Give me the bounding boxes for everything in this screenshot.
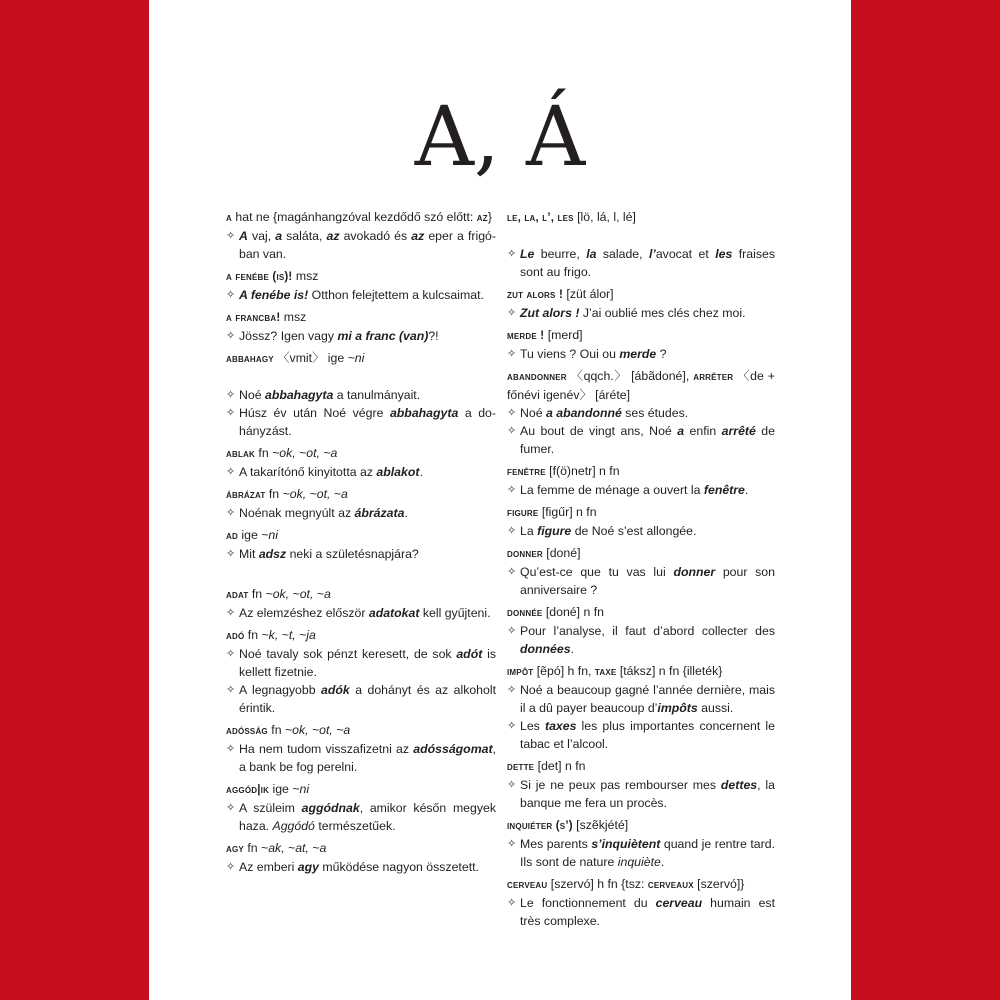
dictionary-entry (507, 662, 775, 753)
example-star-icon: ✧ (226, 861, 236, 873)
dictionary-entry (226, 626, 496, 717)
entry-example: ✧ Noé tavaly sok pénzt keresett, de sok adót is kellett fizetnie. (226, 647, 496, 679)
hungarian-column (226, 208, 496, 880)
entry-example: ✧ Le beurre, la salade, l’avocat et les fraises sont au frigo. (507, 247, 775, 279)
entry-headword: adat fn ~ok, ~ot, ~a (226, 587, 331, 601)
entry-headword: impôt [ẽpó] h fn, taxe [táksz] n fn {illeték} (507, 664, 723, 678)
entry-headword: inquiéter (s’) [szẽkjété] (507, 818, 629, 832)
example-star-icon: ✧ (507, 525, 517, 537)
example-star-icon: ✧ (507, 425, 517, 437)
dictionary-entry (226, 780, 496, 835)
dictionary-entry (507, 544, 775, 599)
entry-example: ✧ Noénak megnyúlt az ábrázata. (226, 506, 408, 520)
entry-headword: aggód|ik ige ~ni (226, 782, 310, 796)
entry-example: ✧ Noé abbahagyta a tanulmányait. (226, 388, 421, 402)
entry-example: ✧ Mit adsz neki a születésnapjára? (226, 547, 419, 561)
entry-headword: zut alors ! [züt álor] (507, 287, 614, 301)
example-star-icon: ✧ (226, 548, 236, 560)
example-star-icon: ✧ (226, 607, 236, 619)
example-star-icon: ✧ (507, 348, 517, 360)
dictionary-entry (507, 816, 775, 871)
dictionary-entry (226, 526, 496, 581)
entry-headword: ad ige ~ni (226, 528, 278, 542)
entry-example: ✧ La figure de Noé s’est allongée. (507, 524, 697, 538)
entry-example: ✧ Húsz év után Noé végre abbahagyta a dohányzást. (226, 406, 496, 438)
dictionary-entry (226, 721, 496, 776)
page-title: A, Á (414, 90, 586, 185)
entry-example: ✧ Les taxes les plus importantes concernent le tabac et l’alcool. (507, 719, 775, 751)
dictionary-entry (226, 485, 496, 522)
entry-headword: abbahagy 〈vmit〉 ige ~ni (226, 351, 365, 365)
entry-headword: dette [det] n fn (507, 759, 586, 773)
entry-headword: fenêtre [f(ö)netr] n fn (507, 464, 620, 478)
dictionary-entry (507, 285, 775, 322)
entry-example: ✧ Mes parents s’inquiètent quand je rentre tard. Ils sont de nature inquiète. (507, 837, 775, 869)
example-star-icon: ✧ (507, 248, 517, 260)
entry-headword: donner [doné] (507, 546, 581, 560)
entry-headword: a hat ne {magánhangzóval kezdődő szó előtt: az} (226, 210, 492, 224)
dictionary-entry (507, 367, 775, 458)
entry-headword: merde ! [merd] (507, 328, 583, 342)
example-star-icon: ✧ (226, 289, 236, 301)
dictionary-entry (226, 208, 496, 263)
entry-headword: donnée [doné] n fn (507, 605, 604, 619)
example-star-icon: ✧ (226, 389, 236, 401)
entry-example: ✧ A fenébe is! Otthon felejtettem a kulcsaimat. (226, 288, 484, 302)
entry-example: ✧ Zut alors ! J’ai oublié mes clés chez moi. (507, 306, 746, 320)
example-star-icon: ✧ (226, 330, 236, 342)
entry-headword: ablak fn ~ok, ~ot, ~a (226, 446, 338, 460)
example-star-icon: ✧ (507, 625, 517, 637)
entry-example: ✧ A szüleim aggódnak, amikor későn megyek haza. Aggódó természetűek. (226, 801, 496, 833)
entry-headword: a francba! msz (226, 310, 307, 324)
entry-headword: figure [figűr] n fn (507, 505, 597, 519)
dictionary-page (149, 0, 851, 1000)
example-star-icon: ✧ (507, 307, 517, 319)
example-star-icon: ✧ (507, 684, 517, 696)
entry-headword: adó fn ~k, ~t, ~ja (226, 628, 316, 642)
entry-example: ✧ Az elemzéshez először adatokat kell gyűjteni. (226, 606, 491, 620)
entry-example: ✧ A vaj, a saláta, az avokadó és az eper a frigóban van. (226, 229, 496, 261)
example-star-icon: ✧ (226, 230, 236, 242)
dictionary-entry (226, 308, 496, 345)
entry-example: ✧ Jössz? Igen vagy mi a franc (van)?! (226, 329, 439, 343)
entry-example: ✧ Si je ne peux pas rembourser mes dettes, la banque me fera un procès. (507, 778, 775, 810)
dictionary-entry (507, 326, 775, 363)
example-star-icon: ✧ (507, 407, 517, 419)
entry-example: ✧ Az emberi agy működése nagyon összetett. (226, 860, 479, 874)
dictionary-entry (226, 585, 496, 622)
dictionary-entry (226, 839, 496, 876)
dictionary-entry (507, 462, 775, 499)
entry-headword: agy fn ~ak, ~at, ~a (226, 841, 327, 855)
dictionary-entry (507, 503, 775, 540)
entry-example: ✧ Pour l’analyse, il faut d’abord collecter des données. (507, 624, 775, 656)
example-star-icon: ✧ (226, 743, 236, 755)
example-star-icon: ✧ (507, 838, 517, 850)
entry-example: ✧ A takarítónő kinyitotta az ablakot. (226, 465, 423, 479)
entry-headword: cerveau [szervó] h fn {tsz: cerveaux [szervó]} (507, 877, 745, 891)
entry-example: ✧ Noé a abandonné ses études. (507, 406, 689, 420)
entry-example: ✧ A legnagyobb adók a dohányt és az alkoholt érintik. (226, 683, 497, 715)
entry-headword: adósság fn ~ok, ~ot, ~a (226, 723, 351, 737)
entry-example: ✧ Ha nem tudom visszafizetni az adósságomat, a bank be fog perelni. (226, 742, 496, 774)
example-star-icon: ✧ (226, 407, 236, 419)
example-star-icon: ✧ (507, 566, 517, 578)
example-star-icon: ✧ (507, 484, 517, 496)
dictionary-entry (226, 349, 496, 440)
entry-example: ✧ La femme de ménage a ouvert la fenêtre. (507, 483, 749, 497)
entry-headword: le, la, l’, les [lö, lá, l, lé] (507, 210, 636, 224)
entry-example: ✧ Noé a beaucoup gagné l’année dernière, mais il a dû payer beaucoup d’impôts aussi. (507, 683, 775, 715)
dictionary-entry (507, 603, 775, 658)
example-star-icon: ✧ (507, 720, 517, 732)
dictionary-entry (226, 267, 496, 304)
dictionary-entry (507, 757, 775, 812)
french-column (507, 208, 775, 934)
example-star-icon: ✧ (507, 779, 517, 791)
example-star-icon: ✧ (226, 507, 236, 519)
entry-headword: abandonner 〈qqch.〉 [ábãdoné], arrêter 〈de + főnévi igenév〉 [áréte] (507, 369, 775, 402)
example-star-icon: ✧ (226, 648, 236, 660)
dictionary-entry (507, 208, 775, 281)
dictionary-entry (226, 444, 496, 481)
entry-example: ✧ Tu viens ? Oui ou merde ? (507, 347, 667, 361)
entry-example: ✧ Le fonctionnement du cerveau humain est très complexe. (507, 896, 775, 928)
entry-example: ✧ Au bout de vingt ans, Noé a enfin arrêté de fumer. (507, 424, 775, 456)
example-star-icon: ✧ (226, 802, 236, 814)
example-star-icon: ✧ (226, 466, 236, 478)
example-star-icon: ✧ (226, 684, 236, 696)
example-star-icon: ✧ (507, 897, 517, 909)
entry-headword: ábrázat fn ~ok, ~ot, ~a (226, 487, 348, 501)
entry-headword: a fenébe (is)! msz (226, 269, 319, 283)
entry-example: ✧ Qu’est-ce que tu vas lui donner pour son anniversaire ? (507, 565, 775, 597)
dictionary-entry (507, 875, 775, 930)
